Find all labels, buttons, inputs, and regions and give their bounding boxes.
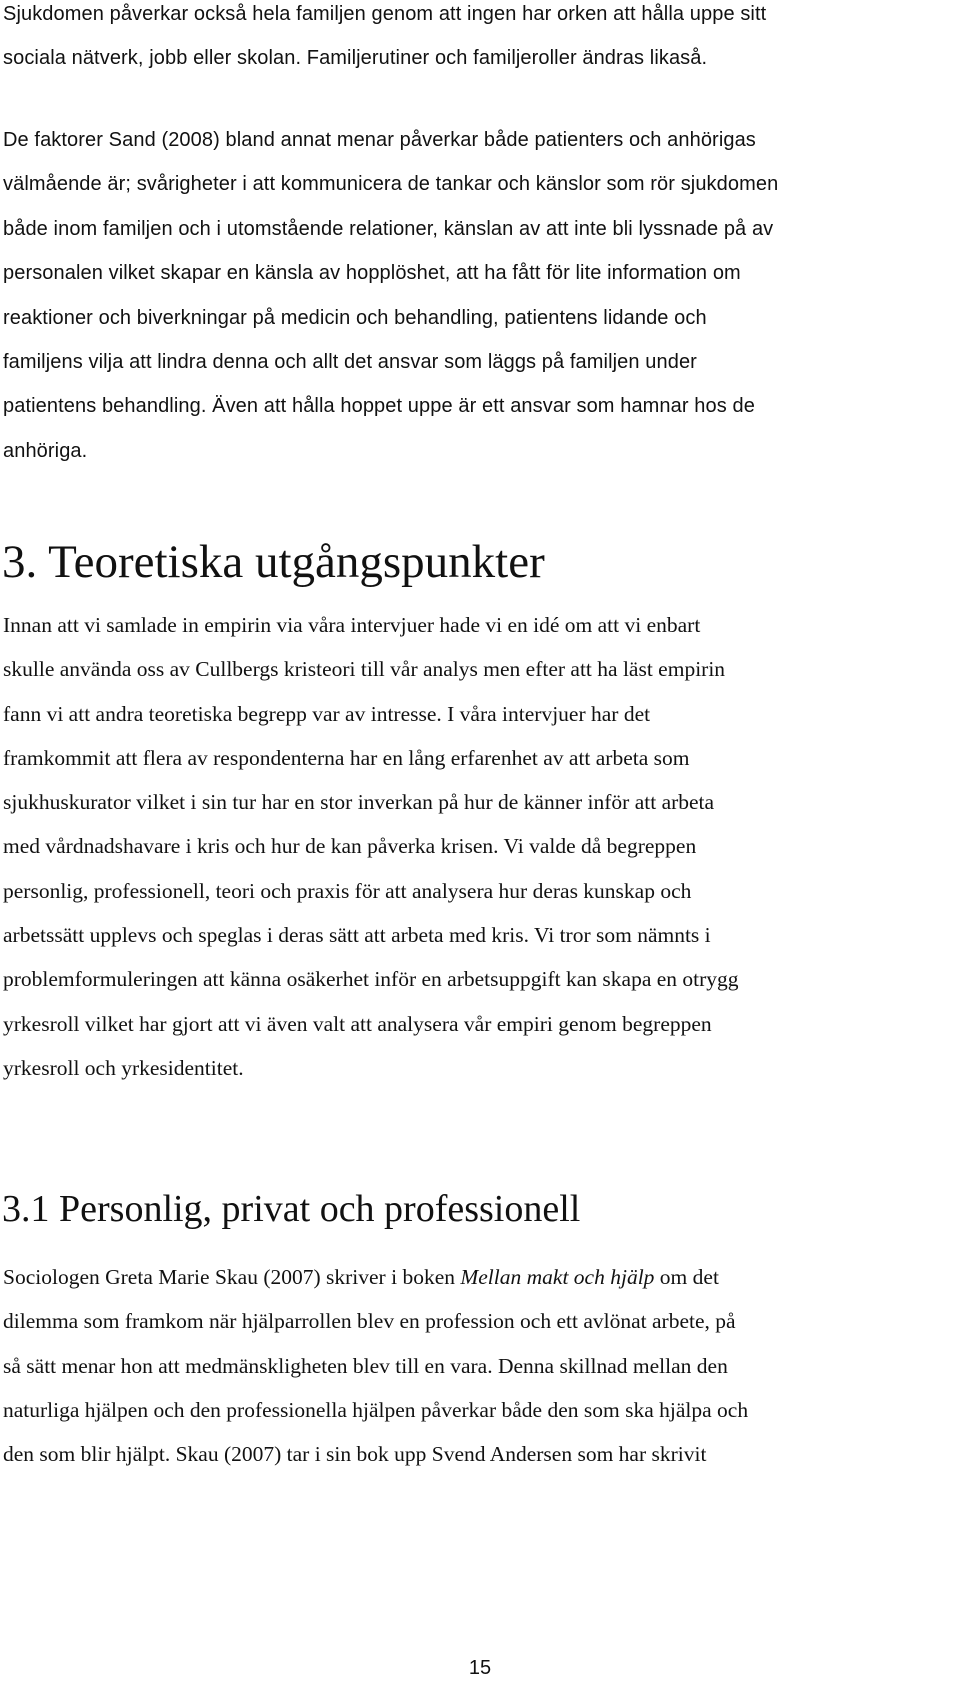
text-line: sjukhuskurator vilket i sin tur har en stor inverkan på hur de känner inför att arbeta	[3, 790, 715, 815]
text-line: med vårdnadshavare i kris och hur de kan påverka krisen. Vi valde då begreppen	[3, 834, 697, 859]
paragraph-skau	[3, 1255, 955, 1476]
text-run: om det	[654, 1265, 719, 1289]
text-line: Sjukdomen påverkar också hela familjen genom att ingen har orken att hålla uppe sitt	[3, 3, 767, 25]
text-line: anhöriga.	[3, 439, 88, 462]
text-line: personlig, professionell, teori och praxis för att analysera hur deras kunskap och	[3, 878, 692, 903]
text-line: Innan att vi samlade in empirin via våra intervjuer hade vi en idé om att vi enbart	[3, 613, 701, 637]
text-run: Sociologen Greta Marie Skau (2007) skriver i boken	[3, 1265, 461, 1289]
text-line: så sätt menar hon att medmänskligheten blev till en vara. Denna skillnad mellan den	[3, 1353, 728, 1378]
text-line: familjens vilja att lindra denna och allt det ansvar som läggs på familjen under	[3, 351, 697, 374]
text-line: personalen vilket skapar en känsla av hopplöshet, att ha fått för lite information om	[3, 262, 741, 285]
section-heading-3: 3. Teoretiska utgångspunkter	[2, 536, 545, 588]
text-line: både inom familjen och i utomstående relationer, känslan av att inte bli lyssnade på av	[3, 217, 774, 240]
text-line: reaktioner och biverkningar på medicin och behandling, patientens lidande och	[3, 306, 707, 329]
paragraph-sand	[3, 118, 955, 473]
text-line: De faktorer Sand (2008) bland annat menar påverkar både patienters och anhörigas	[3, 129, 756, 151]
text-line: dilemma som framkom när hjälparrollen blev en profession och ett avlönat arbete, på	[3, 1309, 736, 1334]
text-line: framkommit att flera av respondenterna har en lång erfarenhet av att arbeta som	[3, 745, 690, 770]
text-line: sociala nätverk, jobb eller skolan. Familjerutiner och familjeroller ändras likaså.	[3, 47, 708, 70]
section-heading-3-1: 3.1 Personlig, privat och professionell	[2, 1188, 581, 1230]
text-line: yrkesroll vilket har gjort att vi även valt att analysera vår empiri genom begreppen	[3, 1011, 712, 1036]
text-line: problemformuleringen att känna osäkerhet inför en arbetsuppgift kan skapa en otrygg	[3, 967, 739, 992]
text-line	[3, 1255, 955, 1299]
text-line: yrkesroll och yrkesidentitet.	[3, 1055, 244, 1080]
text-line: naturliga hjälpen och den professionella hjälpen påverkar både den som ska hjälpa och	[3, 1397, 749, 1422]
book-title: Mellan makt och hjälp	[460, 1265, 655, 1289]
paragraph-intro	[3, 0, 955, 81]
text-line: arbetssätt upplevs och speglas i deras sätt att arbeta med kris. Vi tror som nämnts i	[3, 923, 711, 948]
text-line: välmående är; svårigheter i att kommunicera de tankar och känslor som rör sjukdomen	[3, 173, 779, 196]
text-line: skulle använda oss av Cullbergs kristeori till vår analys men efter att ha läst empirin	[3, 657, 726, 682]
page-number: 15	[468, 1657, 492, 1679]
text-line: patientens behandling. Även att hålla hoppet uppe är ett ansvar som hamnar hos de	[3, 395, 755, 418]
text-line: den som blir hjälpt. Skau (2007) tar i sin bok upp Svend Andersen som har skrivit	[3, 1442, 707, 1467]
text-line: fann vi att andra teoretiska begrepp var av intresse. I våra intervjuer har det	[3, 701, 651, 726]
paragraph-theory	[3, 603, 955, 1090]
